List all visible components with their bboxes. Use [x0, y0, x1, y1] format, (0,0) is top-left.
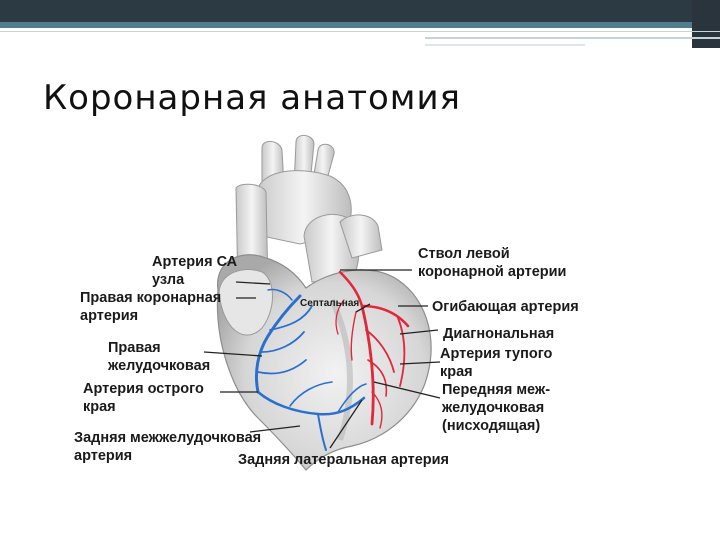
label-right-ventricular-artery: желудочковая — [108, 358, 211, 374]
label-circumflex-artery: Огибающая артерия — [432, 299, 579, 315]
slide-title: Коронарная анатомия — [43, 78, 462, 118]
label-acute-marginal-artery: Артерия острого — [83, 381, 204, 397]
label-posterolateral-artery: Задняя латеральная артерия — [238, 452, 449, 468]
label-diagonal-artery: Диагнональная — [443, 326, 555, 342]
label-obtuse-marginal-artery: Артерия тупого — [440, 346, 553, 362]
label-sa-node-artery: узла — [152, 272, 185, 288]
label-left-main-coronary: Ствол левой — [418, 246, 510, 262]
label-left-anterior-descending: Передняя меж- — [442, 382, 551, 398]
label-obtuse-marginal-artery: края — [440, 364, 473, 380]
label-left-anterior-descending: (нисходящая) — [442, 418, 541, 434]
label-posterior-descending-artery: артерия — [74, 448, 133, 464]
label-septal-artery: Септальная — [300, 298, 360, 309]
label-acute-marginal-artery: края — [83, 399, 116, 415]
label-left-main-coronary: коронарной артерии — [418, 264, 567, 280]
label-posterior-descending-artery: Задняя межжелудочковая — [74, 430, 262, 446]
label-right-coronary-artery: Правая коронарная — [80, 290, 222, 306]
label-left-anterior-descending: желудочковая — [442, 400, 545, 416]
label-sa-node-artery: Артерия СА — [152, 254, 238, 270]
label-right-ventricular-artery: Правая — [108, 340, 161, 356]
label-right-coronary-artery: артерия — [80, 308, 139, 324]
